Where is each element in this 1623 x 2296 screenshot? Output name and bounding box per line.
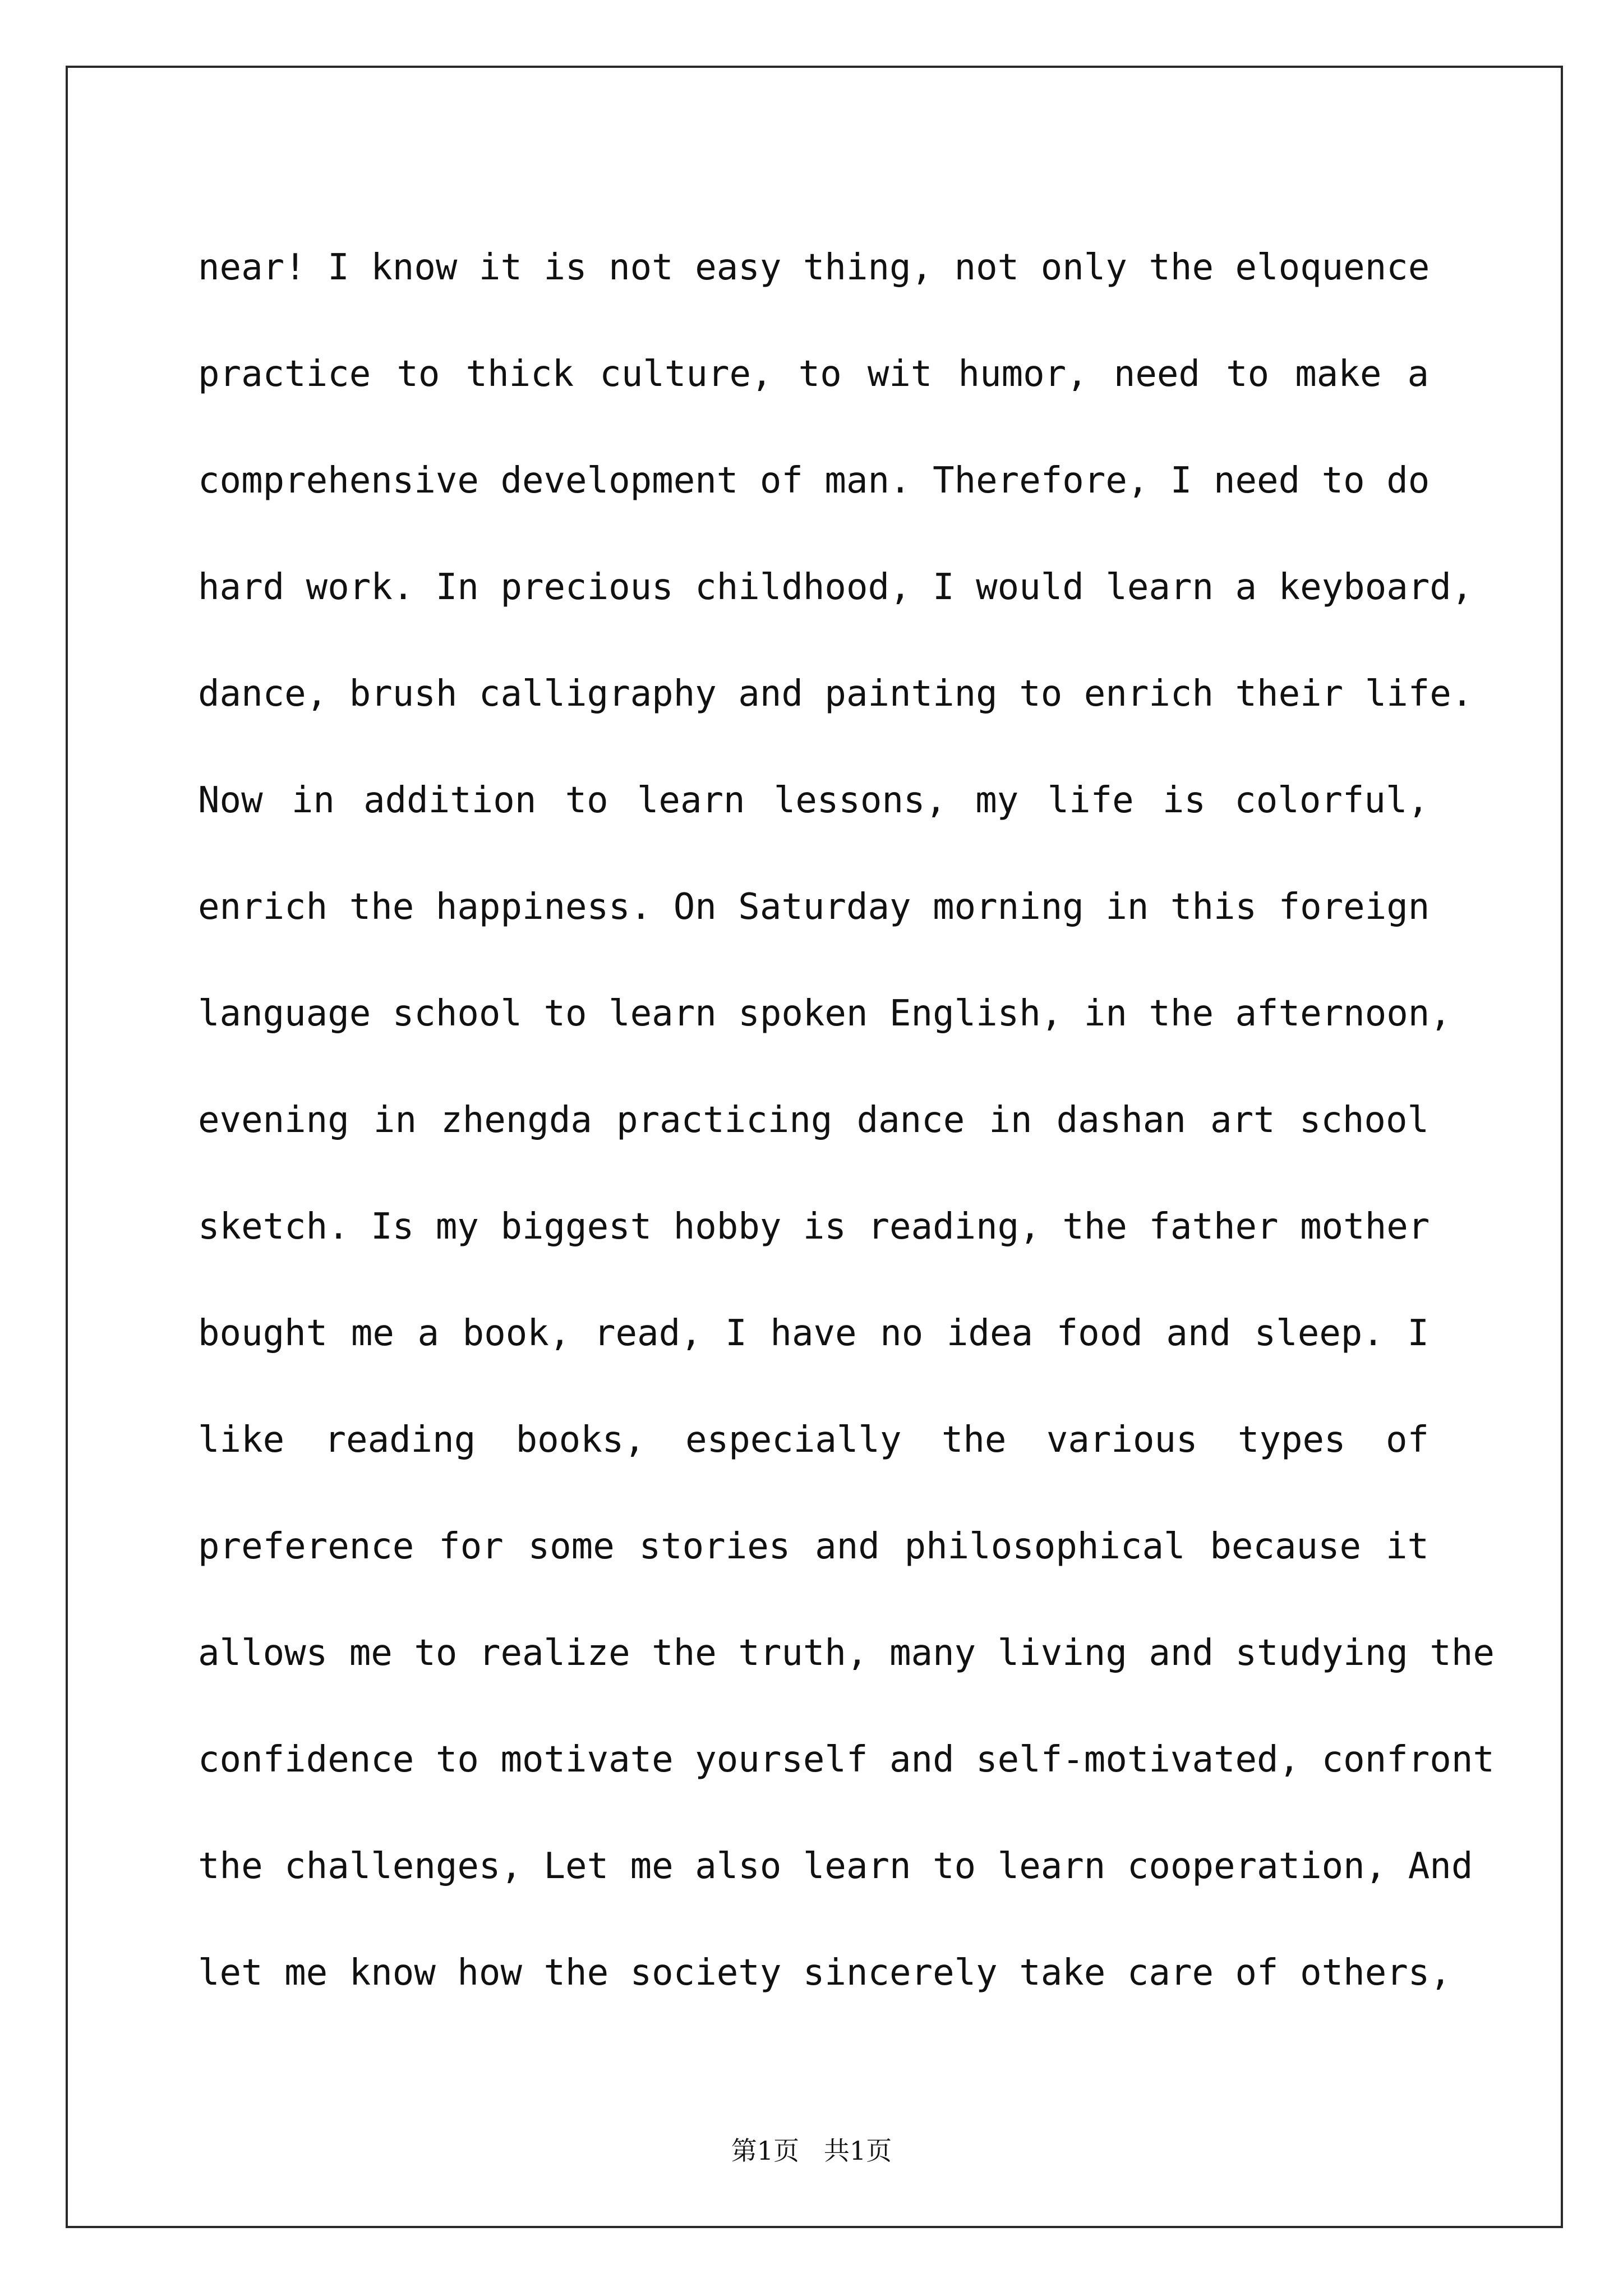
document-body: [198, 214, 1495, 2026]
text-line: like reading books, especially the various types of: [198, 1419, 1429, 1461]
text-line: bought me a book, read, I have no idea food and sleep. I: [198, 1313, 1429, 1354]
text-line: Now in addition to learn lessons, my life is colorful,: [198, 780, 1429, 821]
text-line: language school to learn spoken English, in the afternoon,: [198, 993, 1451, 1034]
text-line: the challenges, Let me also learn to learn cooperation, And: [198, 1846, 1473, 1887]
text-line: preference for some stories and philosophical because it: [198, 1526, 1429, 1567]
text-line: hard work. In precious childhood, I would learn a keyboard,: [198, 567, 1473, 608]
text-line: evening in zhengda practicing dance in dashan art school: [198, 1099, 1429, 1141]
text-line: sketch. Is my biggest hobby is reading, the father mother: [198, 1206, 1430, 1248]
text-line: allows me to realize the truth, many living and studying the: [198, 1632, 1495, 1674]
page-footer: 第1页 共1页: [731, 2136, 892, 2166]
text-line: dance, brush calligraphy and painting to enrich their life.: [198, 673, 1473, 715]
text-line: confidence to motivate yourself and self-motivated, confront: [198, 1739, 1495, 1780]
text-line: comprehensive development of man. Therefore, I need to do: [198, 460, 1430, 501]
text-line: practice to thick culture, to wit humor, need to make a: [198, 353, 1429, 395]
text-line: let me know how the society sincerely take care of others,: [198, 1952, 1451, 1994]
text-line: enrich the happiness. On Saturday morning in this foreign: [198, 886, 1430, 928]
text-line: near! I know it is not easy thing, not only the eloquence: [198, 247, 1430, 288]
